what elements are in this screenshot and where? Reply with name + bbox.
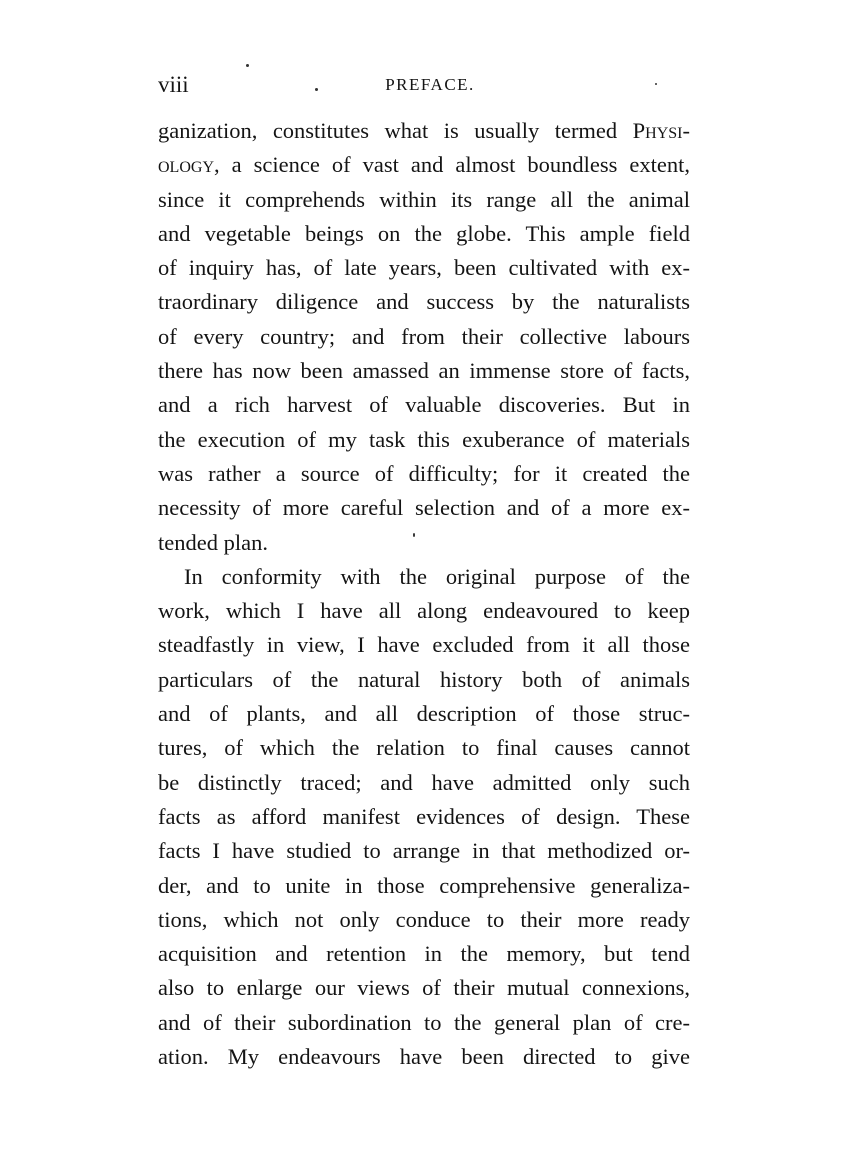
text-line: be distinctly traced; and have admitted only such	[158, 769, 690, 795]
text-line: work, which I have all along endeavoured to keep	[158, 598, 690, 624]
text-line: der, and to unite in those comprehensive generaliza-	[158, 872, 690, 898]
text-line: since it comprehends within its range all the animal	[158, 186, 690, 212]
text-line: facts I have studied to arrange in that methodized or-	[158, 838, 690, 864]
text-line: acquisition and retention in the memory, but tend	[158, 941, 690, 967]
text-line: In conformity with the original purpose of the	[184, 563, 690, 589]
text-line: and a rich harvest of valuable discoveries. But in	[158, 392, 690, 418]
text-line: necessity of more careful selection and of a more ex-	[158, 495, 690, 521]
text-line: and of their subordination to the general plan of cre-	[158, 1009, 690, 1035]
text-line: and vegetable beings on the globe. This ample field	[158, 220, 690, 246]
text-line: particulars of the natural history both of animals	[158, 666, 690, 692]
text-line: tended plan.	[158, 529, 268, 555]
text-line: tures, of which the relation to final causes cannot	[158, 735, 690, 761]
text-line: ology, a science of vast and almost boundless extent,	[158, 152, 690, 178]
body-text	[158, 114, 690, 1074]
text-line: and of plants, and all description of those struc-	[158, 701, 690, 727]
running-head	[158, 70, 690, 100]
text-line: also to enlarge our views of their mutual connexions,	[158, 975, 690, 1001]
text-line: of inquiry has, of late years, been cultivated with ex-	[158, 255, 690, 281]
page-number: viii	[158, 72, 189, 97]
text-line: tions, which not only conduce to their more ready	[158, 906, 690, 932]
text-line: of every country; and from their collective labours	[158, 323, 690, 349]
ink-speck	[413, 533, 415, 537]
ink-speck	[246, 64, 249, 67]
text-line: traordinary diligence and success by the naturalists	[158, 289, 690, 315]
text-line: was rather a source of difficulty; for it created the	[158, 460, 690, 486]
text-line: there has now been amassed an immense store of facts,	[158, 358, 690, 384]
text-line: the execution of my task this exuberance of materials	[158, 426, 690, 452]
text-line: steadfastly in view, I have excluded from it all those	[158, 632, 690, 658]
text-line: ation. My endeavours have been directed to give	[158, 1044, 690, 1070]
ink-speck	[655, 83, 657, 85]
text-line: ganization, constitutes what is usually termed Physi-	[158, 118, 690, 143]
small-caps-word: ology	[158, 152, 214, 178]
small-caps-word: Physi-	[632, 118, 690, 143]
ink-speck	[315, 88, 318, 91]
text-line: facts as afford manifest evidences of design. These	[158, 803, 690, 829]
running-title: PREFACE.	[385, 75, 475, 94]
